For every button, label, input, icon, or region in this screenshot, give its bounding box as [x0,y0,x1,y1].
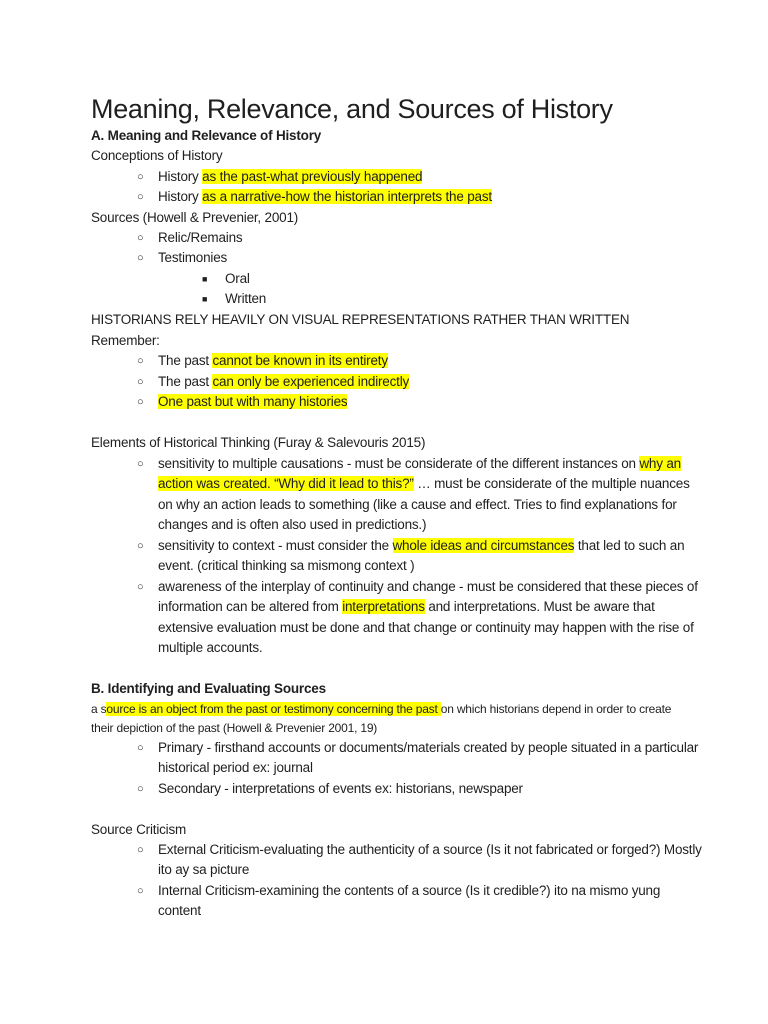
circle-bullet-icon: ○ [137,376,144,388]
source-criticism-label: Source Criticism [91,822,187,837]
square-bullet-icon: ■ [202,274,208,284]
element-continuity-line: extensive evaluation must be done and that change or continuity may happen with the rise of [158,620,694,635]
element-causation-line: on why an action leads to something (like a cause and effect. Tries to find explanations for [158,497,677,512]
testimony-type-item: Oral [225,271,250,286]
remember-label: Remember: [91,333,160,348]
element-continuity-line: multiple accounts. [158,640,263,655]
visual-representation-note: HISTORIANS RELY HEAVILY ON VISUAL REPRESENTATIONS RATHER THAN WRITTEN [91,312,630,327]
element-causation-line: action was created. “Why did it lead to this?” … must be considerate of the multiple nuances [158,476,690,491]
square-bullet-icon: ■ [202,294,208,304]
source-item: Relic/Remains [158,230,243,245]
section-a-heading: A. Meaning and Relevance of History [91,128,322,143]
circle-bullet-icon: ○ [137,844,144,856]
external-criticism-line: ito ay sa picture [158,862,250,877]
circle-bullet-icon: ○ [137,355,144,367]
source-definition-line: their depiction of the past (Howell & Prevenier 2001, 19) [91,721,378,735]
remember-item: One past but with many histories [158,394,348,409]
primary-source-line: Primary - firsthand accounts or documents/materials created by people situated in a particular [158,740,699,755]
remember-item: The past can only be experienced indirectly [158,374,410,389]
conceptions-label: Conceptions of History [91,148,223,163]
circle-bullet-icon: ○ [137,232,144,244]
circle-bullet-icon: ○ [137,885,144,897]
section-b-heading: B. Identifying and Evaluating Sources [91,681,326,696]
element-continuity-line: information can be altered from interpretations and interpretations. Must be aware that [158,599,655,614]
element-context-line: event. (critical thinking sa mismong context ) [158,558,415,573]
remember-item: The past cannot be known in its entirety [158,353,388,368]
internal-criticism-line: Internal Criticism-examining the contents of a source (Is it credible?) ito na mismo yung [158,883,661,898]
internal-criticism-line: content [158,903,201,918]
element-causation-line: sensitivity to multiple causations - must be considerate of the different instances on why an [158,456,681,471]
document-title: Meaning, Relevance, and Sources of History [91,94,613,124]
circle-bullet-icon: ○ [137,540,144,552]
testimony-type-item: Written [225,291,267,306]
primary-source-line: historical period ex: journal [158,760,313,775]
circle-bullet-icon: ○ [137,458,144,470]
external-criticism-line: External Criticism-evaluating the authenticity of a source (Is it not fabricated or forged?) Mostly [158,842,702,857]
circle-bullet-icon: ○ [137,171,144,183]
source-definition-line: a source is an object from the past or testimony concerning the past on which historians depend in order to create [91,702,672,716]
element-continuity-line: awareness of the interplay of continuity and change - must be considered that these pieces of [158,579,698,594]
element-context-line: sensitivity to context - must consider the whole ideas and circumstances that led to such an [158,538,685,553]
circle-bullet-icon: ○ [137,742,144,754]
conception-item: History as a narrative-how the historian interprets the past [158,189,492,204]
conception-item: History as the past-what previously happened [158,169,423,184]
element-causation-line: changes and is often also used in predictions.) [158,517,427,532]
source-item: Testimonies [158,250,228,265]
elements-label: Elements of Historical Thinking (Furay & Salevouris 2015) [91,435,426,450]
circle-bullet-icon: ○ [137,396,144,408]
circle-bullet-icon: ○ [137,191,144,203]
circle-bullet-icon: ○ [137,252,144,264]
secondary-source-line: Secondary - interpretations of events ex: historians, newspaper [158,781,523,796]
circle-bullet-icon: ○ [137,783,144,795]
sources-label: Sources (Howell & Prevenier, 2001) [91,210,299,225]
circle-bullet-icon: ○ [137,581,144,593]
